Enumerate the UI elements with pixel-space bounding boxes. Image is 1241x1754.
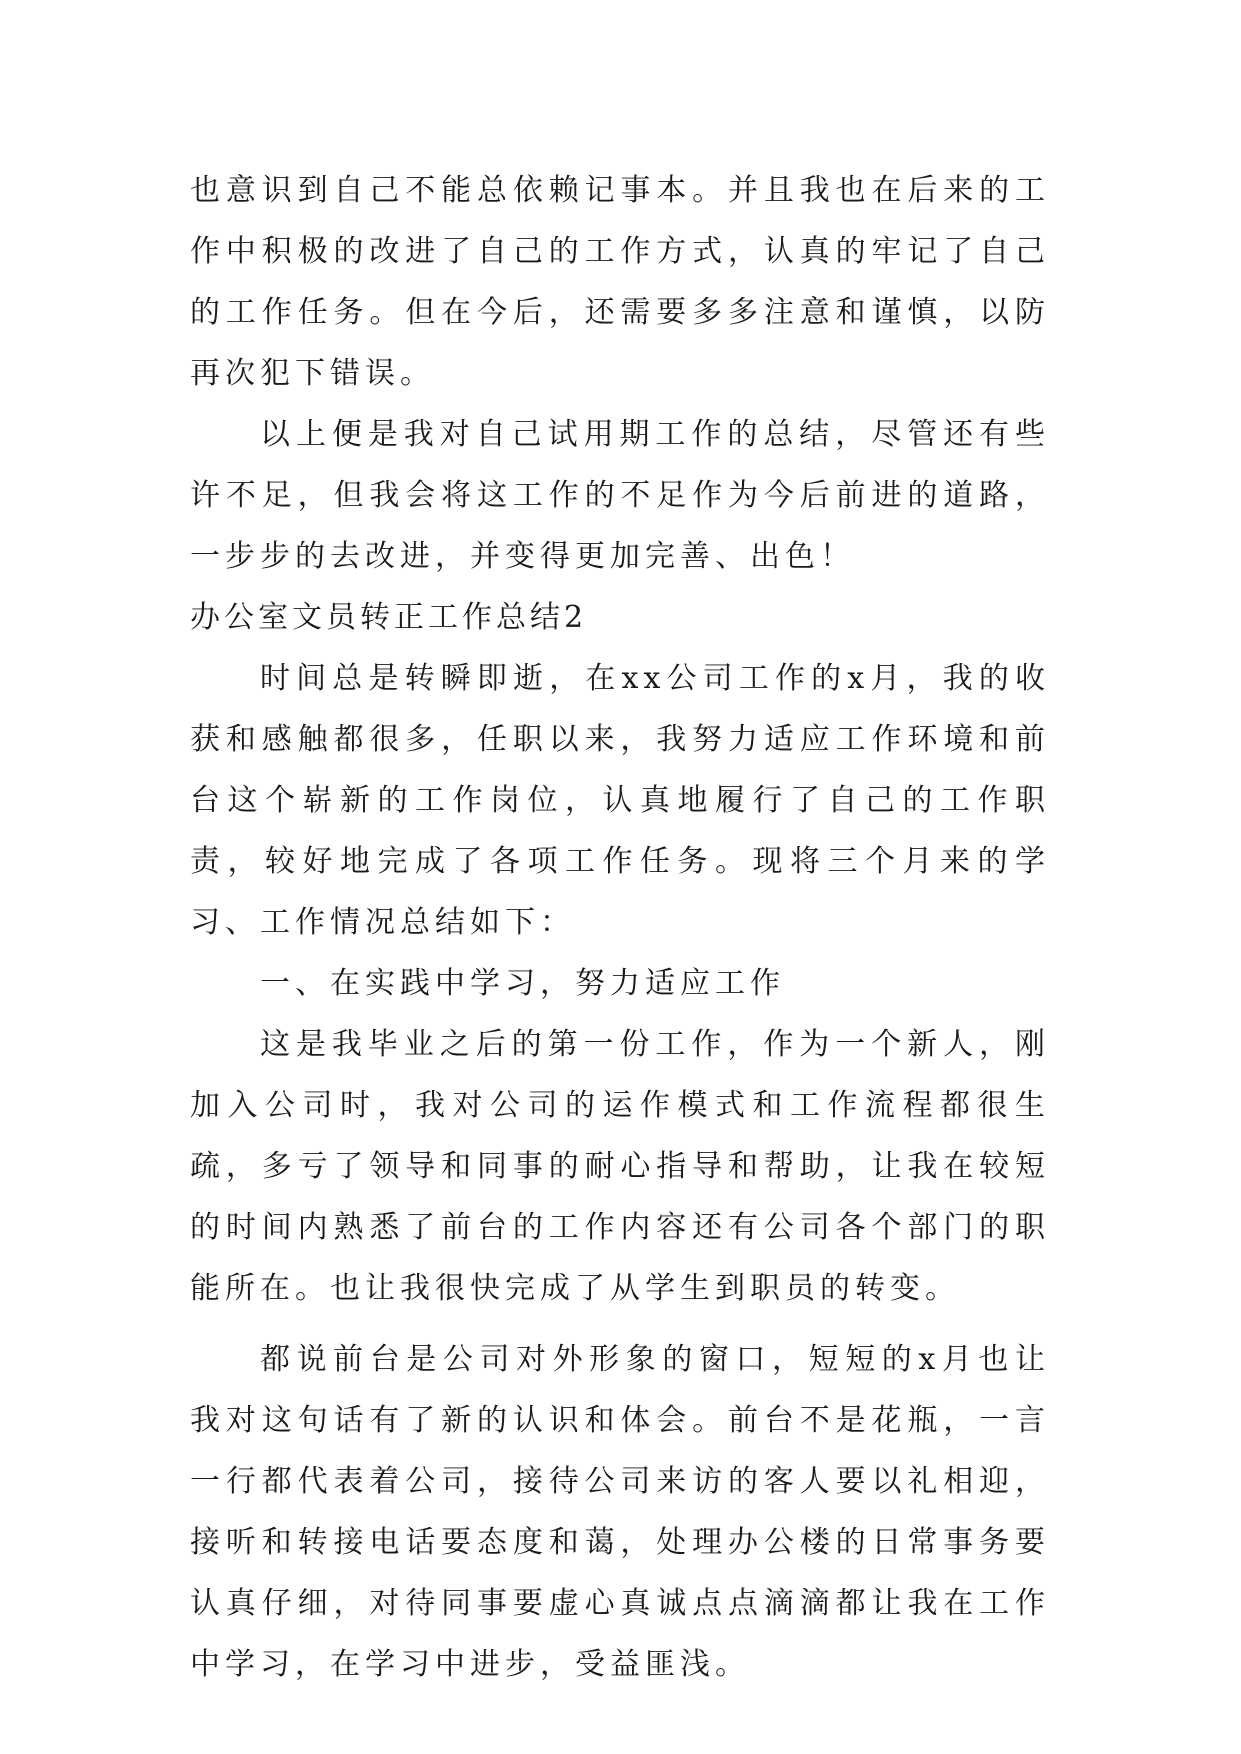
paragraph-front-desk: 都说前台是公司对外形象的窗口，短短的x月也让我对这句话有了新的认识和体会。前台不是花瓶，一言一行都代表着公司，接待公司来访的客人要以礼相迎，接听和转接电话要态度和蔼，处理办公楼的日常事务要认真仔细，对待同事要虚心真诚点点滴滴都让我在工作中学习，在学习中进步，受益匪浅。 — [190, 1342, 1050, 1682]
section-title: 办公室文员转正工作总结2 — [190, 600, 588, 635]
document-body — [190, 160, 1050, 1695]
paragraph-first-job: 这是我毕业之后的第一份工作，作为一个新人，刚加入公司时，我对公司的运作模式和工作流程都很生疏，多亏了领导和同事的耐心指导和帮助，让我在较短的时间内熟悉了前台的工作内容还有公司各个部门的职能所在。也让我很快完成了从学生到职员的转变。 — [190, 1027, 1050, 1306]
subheading-one: 一、在实践中学习，努力适应工作 — [260, 966, 785, 1001]
paragraph-conclusion: 以上便是我对自己试用期工作的总结，尽管还有些许不足，但我会将这工作的不足作为今后前进的道路，一步步的去改进，并变得更加完善、出色！ — [190, 417, 1050, 574]
paragraph-continuation: 也意识到自己不能总依赖记事本。并且我也在后来的工作中积极的改进了自己的工作方式，认真的牢记了自己的工作任务。但在今后，还需要多多注意和谨慎，以防再次犯下错误。 — [190, 173, 1050, 391]
paragraph-intro: 时间总是转瞬即逝，在xx公司工作的x月，我的收获和感触都很多，任职以来，我努力适应工作环境和前台这个崭新的工作岗位，认真地履行了自己的工作职责，较好地完成了各项工作任务。现将三个月来的学习、工作情况总结如下： — [190, 661, 1050, 940]
